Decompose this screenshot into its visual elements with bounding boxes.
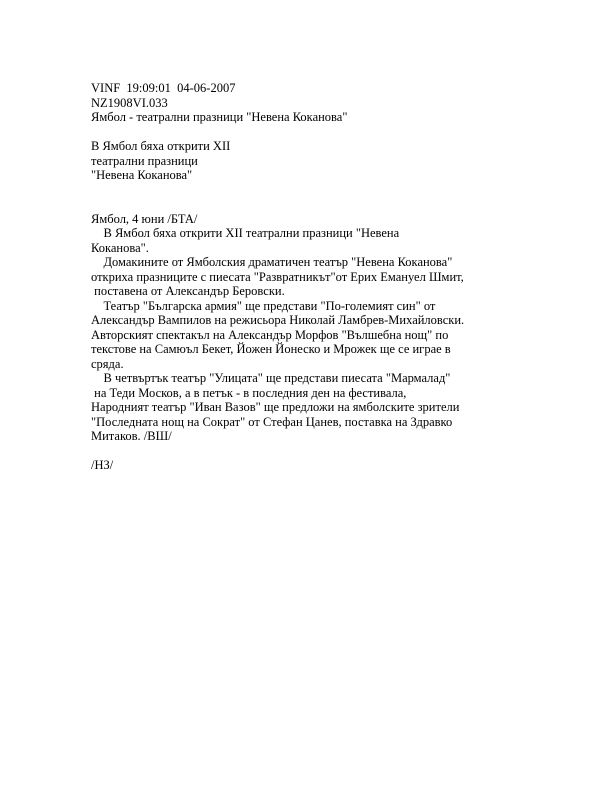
summary-line: "Невена Коканова" (91, 168, 193, 182)
body-line: сряда. (91, 356, 124, 371)
body-line: В Ямбол бяха открити XII театрални празници "Невена (91, 226, 400, 240)
summary-line: В Ямбол бяха открити XII (91, 139, 231, 153)
summary-block (91, 139, 471, 183)
dateline: Ямбол, 4 юни /БТА/ (91, 211, 198, 226)
body-line: поставена от Александър Беровски. (91, 284, 285, 298)
author-signature: /НЗ/ (91, 458, 114, 472)
body-line: текстове на Самюъл Бекет, Йожен Йонеско и Мрожек ще се играе в (91, 342, 451, 356)
document-page (91, 81, 471, 473)
header-id-line: NZ1908VI.033 (91, 95, 168, 110)
spacer (91, 125, 471, 140)
body-line: Митаков. /ВШ/ (91, 429, 172, 443)
spacer (91, 183, 471, 212)
body-line: откриха празниците с пиесата "Развратникът"от Ерих Емануел Шмит, (91, 269, 464, 284)
body-line: Александър Вампилов на режисьора Николай Ламбрев-Михайловски. (91, 313, 465, 327)
headline: Ямбол - театрални празници "Невена Коканова" (91, 110, 348, 124)
body-line: Народният театър "Иван Вазов" ще предложи на ямболските зрители (91, 400, 460, 414)
body-line: В четвъртък театър "Улицата" ще представи пиесата "Мармалад" (91, 371, 451, 385)
header-block (91, 81, 471, 125)
spacer (91, 444, 471, 459)
body-line: "Последната нощ на Сократ" от Стефан Цанев, поставка на Здравко (91, 414, 453, 429)
body-line: Авторският спектакъл на Александър Морфов "Вълшебна нощ" по (91, 327, 449, 342)
summary-line: театрални празници (91, 153, 198, 168)
body-line: Домакините от Ямболския драматичен театър "Невена Коканова" (91, 255, 453, 269)
body-line: Коканова". (91, 240, 149, 255)
body-line: Театър "Българска армия" ще представи "По-големият син" от (91, 298, 436, 313)
body-line: на Теди Москов, а в петък - в последния ден на фестивала, (91, 385, 407, 400)
header-code-line: VINF 19:09:01 04-06-2007 (91, 81, 236, 95)
body-block (91, 212, 471, 444)
